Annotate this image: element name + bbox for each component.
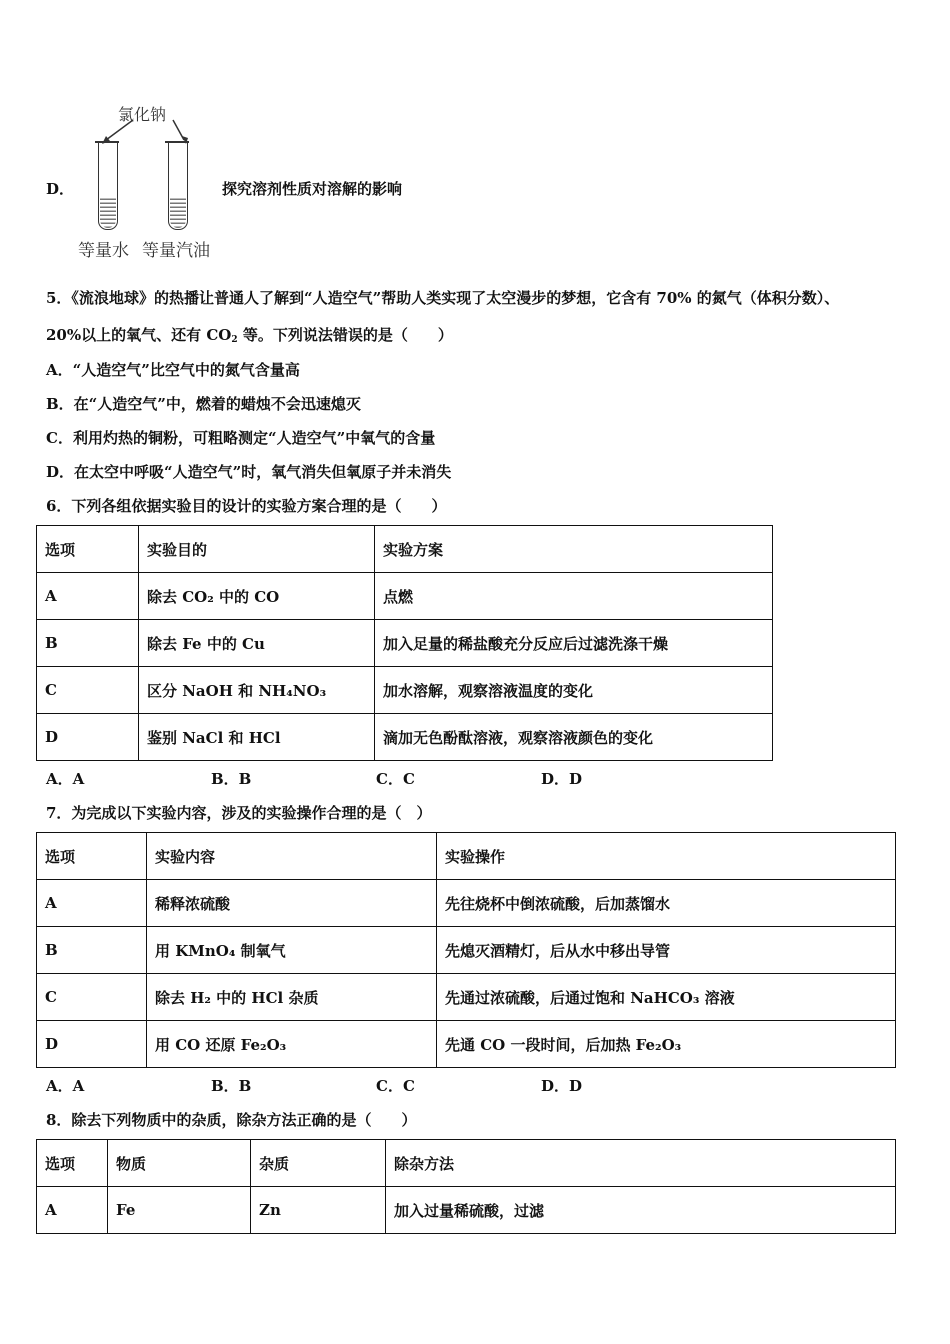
row-operation: 先熄灭酒精灯，后从水中移出导管 [437,927,896,974]
header-method: 除杂方法 [386,1140,896,1187]
q6-answer-b: B．B [211,770,252,788]
row-content: 除去 H₂ 中的 HCl 杂质 [147,974,437,1021]
table-row [37,1021,896,1068]
row-substance: Fe [108,1187,251,1234]
row-impurity: Zn [251,1187,386,1234]
table-row [37,927,896,974]
row-option: D [37,714,139,761]
figure-top-label: 氯化钠 [118,105,167,124]
q8-table [36,1139,896,1234]
q7-stem: 7．为完成以下实验内容，涉及的实验操作合理的是（ ） [46,804,432,822]
header-impurity: 杂质 [251,1140,386,1187]
header-purpose: 实验目的 [139,526,375,573]
q5-stem-line2: 20%以上的氧气、还有 $CO_2$ 等。下列说法错误的是（ ） [46,326,453,345]
table-header-row [37,526,773,573]
table-row [37,880,896,927]
header-plan: 实验方案 [375,526,773,573]
table-row [37,974,896,1021]
figure-right-label: 等量汽油 [142,241,210,261]
row-option: B [37,620,139,667]
q5-option-a: A．“人造空气”比空气中的氮气含量高 [46,361,300,379]
q7-answer-c: C．C [376,1077,415,1095]
row-purpose: 鉴别 NaCl 和 HCl [139,714,375,761]
header-option: 选项 [37,833,147,880]
table-row [37,667,773,714]
row-content: 稀释浓硫酸 [147,880,437,927]
q7-answer-a: A．A [46,1077,85,1095]
header-operation: 实验操作 [437,833,896,880]
q5-stem-line1: 5．《流浪地球》的热播让普通人了解到“人造空气”帮助人类实现了太空漫步的梦想，它含有 70% 的氮气（体积分数）、 [46,289,840,307]
q5-option-d: D．在太空中呼吸“人造空气”时，氧气消失但氧原子并未消失 [46,463,452,481]
table-row [37,1187,896,1234]
header-substance: 物质 [108,1140,251,1187]
table-row [37,620,773,667]
row-option: C [37,667,139,714]
row-plan: 加水溶解，观察溶液温度的变化 [375,667,773,714]
q6-stem: 6．下列各组依据实验目的设计的实验方案合理的是（ ） [46,497,447,515]
row-option: D [37,1021,147,1068]
row-plan: 点燃 [375,573,773,620]
row-plan: 加入足量的稀盐酸充分反应后过滤洗涤干燥 [375,620,773,667]
q4-option-d-text: 探究溶剂性质对溶解的影响 [222,180,403,198]
q7-table [36,832,896,1068]
header-content: 实验内容 [147,833,437,880]
q6-answer-a: A．A [46,770,85,788]
q5-option-c: C．利用灼热的铜粉，可粗略测定“人造空气”中氧气的含量 [46,429,436,447]
row-content: 用 KMnO₄ 制氧气 [147,927,437,974]
q6-answer-d: D．D [541,770,583,788]
q6-table [36,525,773,761]
table-row [37,573,773,620]
header-option: 选项 [37,1140,108,1187]
q6-answer-c: C．C [376,770,415,788]
header-option: 选项 [37,526,139,573]
test-tube-gasoline [168,143,188,230]
row-purpose: 除去 CO₂ 中的 CO [139,573,375,620]
row-purpose: 区分 NaOH 和 NH₄NO₃ [139,667,375,714]
table-row [37,714,773,761]
q8-stem: 8．除去下列物质中的杂质，除杂方法正确的是（ ） [46,1111,417,1129]
test-tube-water [98,143,118,230]
row-method: 加入过量稀硫酸，过滤 [386,1187,896,1234]
table-header-row [37,833,896,880]
q5-option-b: B．在“人造空气”中，燃着的蜡烛不会迅速熄灭 [46,395,361,413]
row-purpose: 除去 Fe 中的 Cu [139,620,375,667]
row-option: A [37,573,139,620]
row-operation: 先往烧杯中倒浓硫酸，后加蒸馏水 [437,880,896,927]
row-operation: 先通 CO 一段时间，后加热 Fe₂O₃ [437,1021,896,1068]
row-content: 用 CO 还原 Fe₂O₃ [147,1021,437,1068]
row-option: A [37,880,147,927]
figure-left-label: 等量水 [78,241,129,261]
row-option: A [37,1187,108,1234]
q7-answer-d: D．D [541,1077,583,1095]
row-plan: 滴加无色酚酞溶液，观察溶液颜色的变化 [375,714,773,761]
q4-figure [78,100,228,260]
row-option: B [37,927,147,974]
q4-option-d-label: D． [46,180,75,198]
q7-answer-b: B．B [211,1077,252,1095]
row-operation: 先通过浓硫酸，后通过饱和 NaHCO₃ 溶液 [437,974,896,1021]
row-option: C [37,974,147,1021]
table-header-row [37,1140,896,1187]
